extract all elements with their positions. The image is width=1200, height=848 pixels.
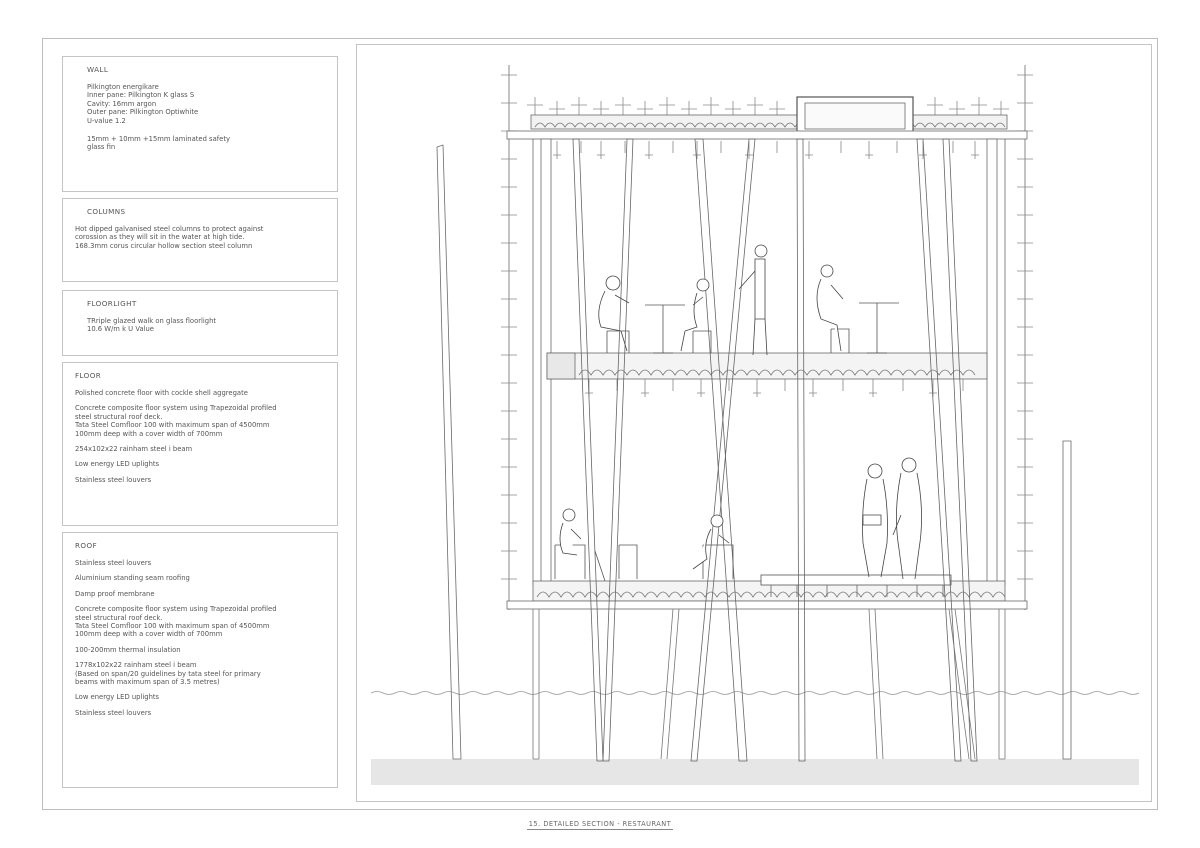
- pole-right: [1063, 441, 1071, 759]
- roof-item: Stainless steel louvers: [75, 708, 152, 717]
- first-floor-uplights: [585, 379, 963, 397]
- roof-item: 1778x102x22 rainham steel i beam (Based on span/20 guidelines by tata steel for primary beams with maximum span of 3.5 metres): [75, 661, 261, 687]
- column-right: [987, 139, 997, 585]
- floorlight-title: FLOORLIGHT: [87, 299, 137, 308]
- lower-furniture: [555, 545, 733, 581]
- first-floor-slab: [547, 353, 987, 379]
- roof-uplights: [553, 141, 979, 159]
- roof-item: Concrete composite floor system using Trapezoidal profiled steel structural roof deck. Tata Steel Comfloor 100 with maximum span of 4500mm 100mm deep with a cover width of 700mm: [75, 605, 277, 639]
- columns-text: Hot dipped galvanised steel columns to protect against corossion as they will sit in the water at high tide. 168.3mm corus circular hollow section steel column: [75, 225, 264, 250]
- wall-title: WALL: [87, 65, 109, 74]
- upper-figures: [599, 245, 843, 355]
- drawing-caption: [0, 820, 1200, 828]
- diagonal-columns: [573, 139, 977, 761]
- floor-title: FLOOR: [75, 371, 102, 380]
- ground-band: [371, 759, 1139, 785]
- section-drawing-frame: [356, 44, 1152, 802]
- first-floor-end-left: [547, 353, 575, 379]
- roof-title: ROOF: [75, 541, 98, 550]
- drawing-caption-text: 15. DETAILED SECTION - RESTAURANT: [528, 820, 672, 828]
- roof-item: Low energy LED uplights: [75, 693, 160, 702]
- floor-item: Polished concrete floor with cockle shell aggregate: [75, 389, 248, 397]
- roof-panel: [62, 532, 338, 788]
- pole-left: [437, 145, 461, 759]
- upper-furniture: [607, 303, 899, 353]
- floorlight-panel: [62, 290, 338, 356]
- roof-item: Damp proof membrane: [75, 589, 155, 598]
- roof-beam: [507, 131, 1027, 139]
- wall-panel: [62, 56, 338, 192]
- floorlight-glass: [761, 575, 951, 585]
- roof-item: 100-200mm thermal insulation: [75, 645, 181, 654]
- base-beam: [507, 601, 1027, 609]
- rooflight-glass: [805, 103, 905, 129]
- floor-item: 254x102x22 rainham steel i beam: [75, 445, 193, 454]
- floorlight-supports: [771, 585, 943, 597]
- floorlight-text: TRriple glazed walk on glass floorlight 10.6 W/m k U Value: [87, 317, 217, 334]
- roof-item: Stainless steel louvers: [75, 559, 152, 567]
- wall-fin: 15mm + 10mm +15mm laminated safety glass fin: [87, 135, 231, 152]
- water-line: [371, 692, 1139, 695]
- floor-panel: [62, 362, 338, 526]
- floor-item: Stainless steel louvers: [75, 475, 152, 484]
- section-drawing: [357, 45, 1153, 803]
- floor-item: Concrete composite floor system using Trapezoidal profiled steel structural roof deck. Tata Steel Comfloor 100 with maximum span of 4500mm 100mm deep with a cover width of 700mm: [75, 404, 277, 438]
- roof-item: Aluminium standing seam roofing: [75, 574, 190, 583]
- roof-deck: [531, 115, 1007, 129]
- columns-panel: [62, 198, 338, 282]
- floor-item: Low energy LED uplights: [75, 460, 160, 469]
- columns-title: COLUMNS: [87, 207, 126, 216]
- wall-spec: Pilkington energikare Inner pane: Pilkington K glass S Cavity: 16mm argon Outer pane: Pilkington Optiwhite U-value 1.2: [87, 83, 199, 125]
